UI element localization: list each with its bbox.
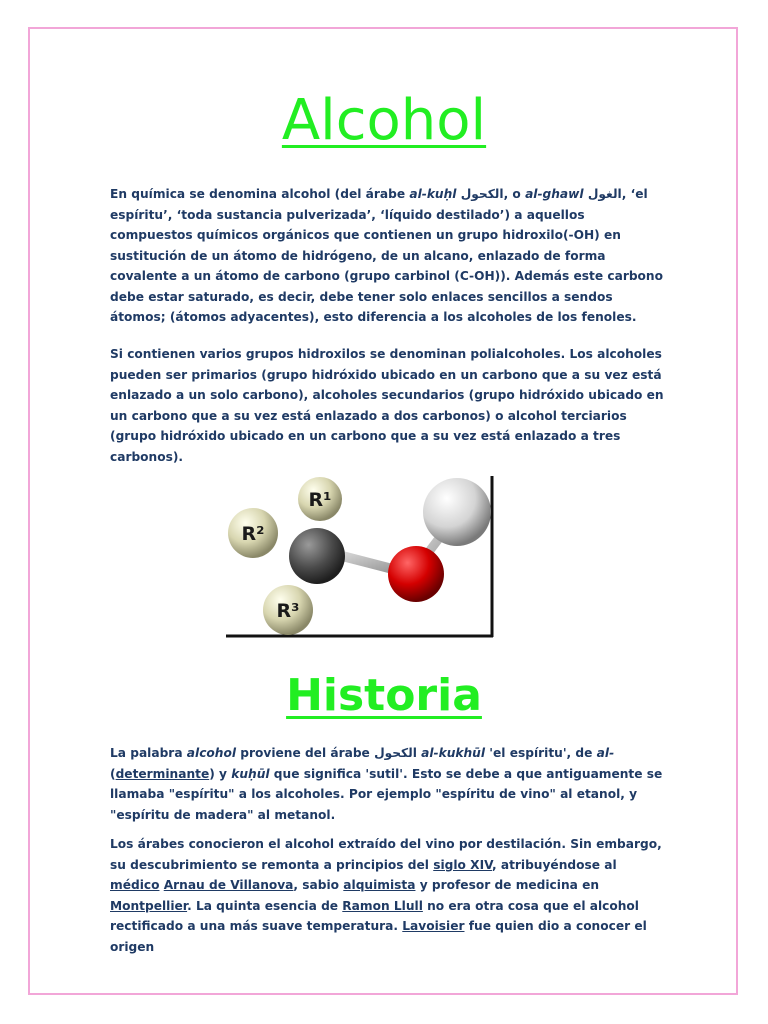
- etymology-paragraph: La palabra alcohol proviene del árabe الكحول al-kukhūl 'el espíritu', de al- (determinante) y kuḥūl que significa 'sutil'. Esto se debe a que antiguamente se llamaba "espíritu" a los alcoholes. Por ejemplo "espíritu de vino" al etanol, y "espíritu de madera" al metanol.: [110, 746, 663, 822]
- page-title: Alcohol: [281, 88, 487, 153]
- r1-label: R¹: [308, 489, 332, 511]
- alcohol-molecule-diagram: [216, 466, 506, 648]
- oxygen-atom: [388, 546, 444, 602]
- link-medico[interactable]: médico: [110, 878, 160, 892]
- link-ramon-llull[interactable]: Ramon Llull: [342, 898, 423, 913]
- link-determinante[interactable]: determinante: [115, 766, 210, 781]
- r2-label: R²: [241, 523, 265, 545]
- polyalcohol-paragraph: Si contienen varios grupos hidroxilos se denominan polialcoholes. Los alcoholes pueden ser primarios (grupo hidróxido ubicado en un carbono que a su vez está enlazado a un solo carbono), alcoholes secundarios (grupo hidróxido ubicado en un carbono que a su vez está enlazado a dos carbonos) o alcohol terciarios (grupo hidróxido ubicado en un carbono que a su vez está enlazado a tres carbonos).: [110, 347, 664, 464]
- intro-paragraph: En química se denomina alcohol (del árabe al-kuḥl الكحول, o al-ghawl الغول, ‘el espíritu’, ‘toda sustancia pulverizada’, ‘líquido destilado’) a aquellos compuestos químicos orgánicos que contienen un grupo hidroxilo(-OH) en sustitución de un átomo de hidrógeno, de un alcano, enlazado de forma covalente a un átomo de carbono (grupo carbinol (C-OH)). Además este carbono debe estar saturado, es decir, debe tener solo enlaces sencillos a sendos átomos; (átomos adyacentes), esto diferencia a los alcoholes de los fenoles.: [110, 187, 663, 324]
- link-montpellier[interactable]: Montpellier: [110, 898, 188, 913]
- history-title: Historia: [286, 670, 482, 721]
- history-paragraph: Los árabes conocieron el alcohol extraído del vino por destilación. Sin embargo, su descubrimiento se remonta a principios del siglo XIV, atribuyéndose al médico Arnau de Villanova, sabio alquimista y profesor de medicina en Montpellier. La quinta esencia de Ramon Llull no era otra cosa que el alcohol rectificado a una más suave temperatura. Lavoisier fue quien dio a conocer el origen: [110, 837, 662, 954]
- r3-label: R³: [276, 600, 300, 622]
- link-alquimista[interactable]: alquimista: [343, 878, 416, 892]
- link-arnau-de-villanova[interactable]: Arnau de Villanova: [163, 878, 294, 892]
- link-siglo-xiv[interactable]: siglo XIV: [433, 857, 492, 872]
- carbon-atom: [289, 528, 345, 584]
- link-lavoisier[interactable]: Lavoisier: [402, 919, 465, 933]
- hydrogen-atom: [423, 478, 491, 546]
